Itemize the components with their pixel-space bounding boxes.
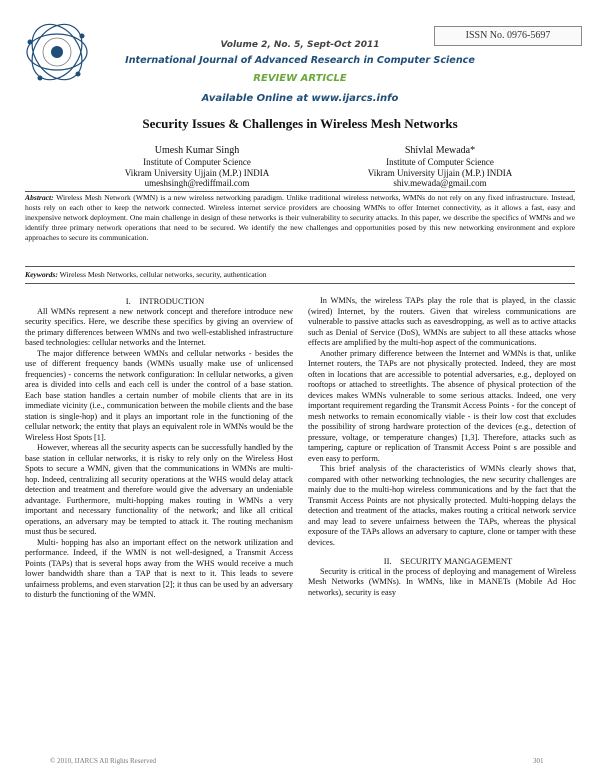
availability-line: Available Online at www.ijarcs.info (201, 93, 399, 104)
keywords (25, 270, 575, 280)
author-university: Vikram University Ujjain (M.P.) INDIA (124, 167, 270, 178)
volume-line: Volume 2, No. 5, Sept-Oct 2011 (220, 40, 380, 50)
abstract (25, 193, 575, 243)
copyright: © 2010, IJARCS All Rights Reserved (50, 757, 157, 765)
paragraph: Multi- hopping has also an important effect on the network utilization and performance. Indeed, if the WMN is not well-designed, a Transmit Access Points (TAPs) that is several hops away from the WHS would receive a much lower bandwidth share than a TAP that is next to it. This leads to severe unfairness problems, and even starvation [2]; it thus can be used by an adversary to disturb the functioning of the WMN. (25, 537, 293, 599)
author-name: Shivlal Mewada* (404, 145, 476, 156)
paragraph: Another primary difference between the Internet and WMNs is that, unlike Internet routers, the TAPs are not physically protected. Indeed, they are most often in locations that are accessible to potential adversaries, e.g., deployed on rooftops or attached to streetlights. The absence of physical protection of the devices makes WMNs vulnerable to some serious attacks. Indeed, one very important requirement regarding the Transmit Access Points - for the concept of mesh networks to remain economically viable - is their low cost that excludes the possibility of strong hardware protection of the devices (e.g., detection of pressure, voltage, or temperature changes) [1,3]. Therefore, attacks such as tampering, capture or replication of Transmit Access Point s are possible and even easy to perform. (308, 348, 576, 463)
issn-box: ISSN No. 0976-5697 (434, 26, 582, 46)
divider (25, 191, 575, 192)
abstract-text: Wireless Mesh Network (WMN) is a new wireless networking paradigm. Unlike traditional wireless networks, WMNs do not rely on any fixed infrastructure. Instead, hosts rely on each other to keep the network connected. Wireless internet service providers are choosing WMNs to offer Internet connectivity, as it allows a fast, easy and inexpensive network deployment. One main challenge in design of these networks is their vulnerability to security attacks. In this paper, we describe the specifics of WMNs and we identify three primary network operations that need to be secured. We identify the new challenges and opportunities posed by this new networking environment and explore approaches to secure its communication. (25, 193, 575, 242)
author-email: shiv.mewada@gmail.com (393, 178, 487, 189)
divider (25, 266, 575, 267)
paragraph: Security is critical in the process of deploying and management of Wireless Mesh Networks (WMNs). In WMNs, like in MANETs (Mobile Ad Hoc networks), security is easy (308, 566, 576, 597)
section-heading: I. INTRODUCTION (125, 296, 205, 306)
divider (25, 283, 575, 284)
author-block (340, 146, 540, 189)
paragraph: This brief analysis of the characteristics of WMNs clearly shows that, compared with other networking technologies, the new security challenges are mainly due to the multi-hop wireless communications and by the fact that the Transmit Access Points are not physically protected. Multi-hopping delays the detection and treatment of the attacks, makes routing a critical network service and may lead to severe unfairness between the TAPs, whereas the physical exposure of the TAPs allows an adversary to capture, clone or tamper with these devices. (308, 464, 576, 547)
journal-name: International Journal of Advanced Research in Computer Science (125, 55, 475, 66)
author-university: Vikram University Ujjain (M.P.) INDIA (367, 167, 513, 178)
left-column (25, 296, 293, 601)
page-number: 301 (533, 757, 544, 765)
author-name: Umesh Kumar Singh (154, 145, 240, 156)
right-column (308, 296, 576, 598)
article-type: REVIEW ARTICLE (253, 73, 347, 84)
paragraph: However, whereas all the security aspects can be successfully handled by the base station in cellular networks, it is risky to rely only on the Wireless Host Spots to secure a WMN, given that the communications in WMNs are multi-hop. Indeed, centralizing all security operations at the WHS would delay attack detection and treatment and therefore would give the adversary an undeniable advantage. Furthermore, multi-hopping makes routing in WMNs a very important and necessary functionality of the network; and like all critical operations, an adversary may be tempted to attack it. The routing mechanism must thus be secured. (25, 443, 293, 536)
paper-title: Security Issues & Challenges in Wireless Mesh Networks (142, 116, 458, 131)
keywords-label: Keywords: (25, 270, 58, 279)
abstract-label: Abstract: (25, 193, 54, 202)
section-heading: II. SECURITY MANGAGEMENT (383, 556, 513, 566)
paragraph: All WMNs represent a new network concept and therefore introduce new security specifics. Here, we describe these specifics by giving an overview of the primary differences between WMNs and two well-established infrastructure based technologies: cellular networks and the Internet. (25, 306, 293, 347)
author-institute: Institute of Computer Science (143, 156, 251, 167)
author-email: umeshsingh@rediffmail.com (144, 178, 250, 189)
author-block (97, 146, 297, 189)
paragraph: In WMNs, the wireless TAPs play the role that is played, in the classic (wired) Internet, by the routers. Given that wireless communications are vulnerable to passive attacks such as eavesdropping, as well as to active attacks such as Denial of Service (DoS), WMNs are subject to all these attacks whose effects are amplified by the multi-hop aspect of the communications. (308, 296, 576, 347)
paragraph: The major difference between WMNs and cellular networks - besides the use of different frequency bands (WMNs usually make use of unlicensed frequencies) - concerns the network configuration: In cellular networks, a given area is divided into cells and each cell is under the control of a base station. Each base station handles a certain number of mobile clients that are in its immediate vicinity (i.e., communication between the mobile clients and the base station is single-hop) and it plays an important role in the functioning of the cellular network; the entity that plays an equivalent role in WMNs would be the Wireless Host Spots [1]. (25, 348, 293, 442)
keywords-text: Wireless Mesh Networks, cellular networks, security, authentication (59, 270, 267, 279)
author-institute: Institute of Computer Science (386, 156, 494, 167)
journal-logo-icon (20, 12, 94, 98)
